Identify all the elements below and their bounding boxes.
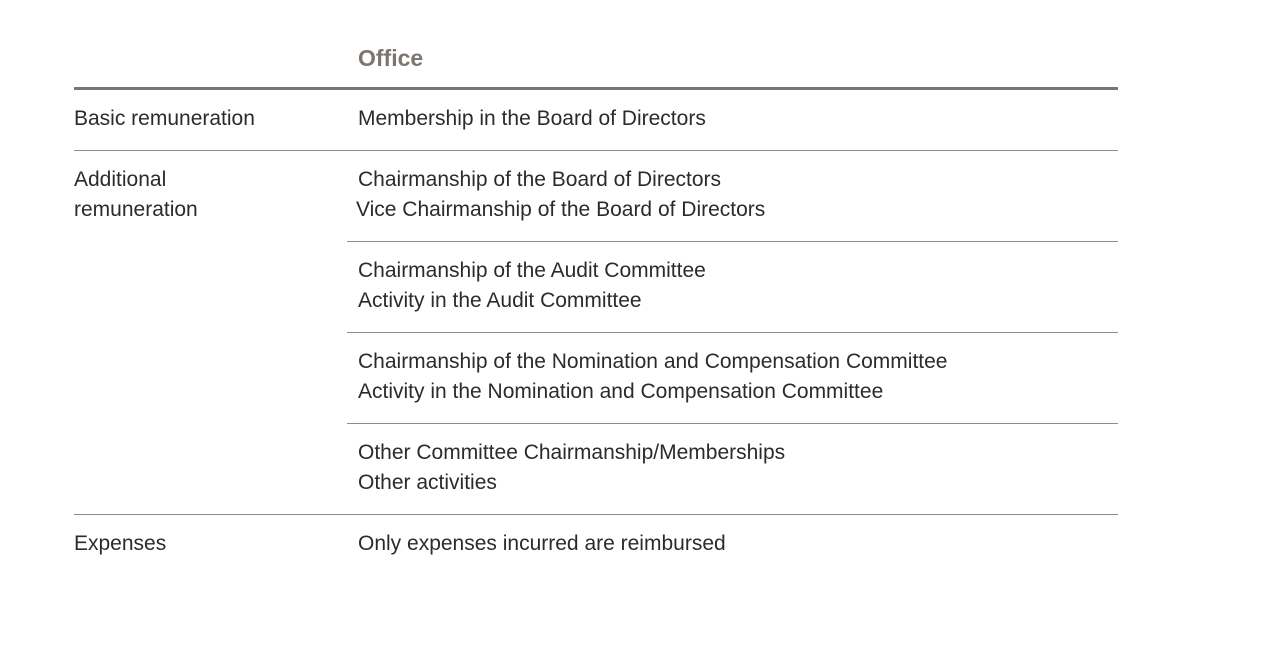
row-label-line: remuneration bbox=[74, 198, 198, 221]
office-line: Only expenses incurred are reimbursed bbox=[358, 532, 726, 555]
office-line: Membership in the Board of Directors bbox=[358, 107, 706, 130]
row-expenses bbox=[74, 515, 1118, 575]
office-line: Other Committee Chairmanship/Memberships bbox=[358, 441, 786, 464]
remuneration-table bbox=[74, 40, 1118, 575]
office-group bbox=[347, 90, 1118, 150]
row-additional-remuneration bbox=[74, 151, 1118, 514]
row-body bbox=[347, 151, 1118, 514]
office-group bbox=[347, 424, 1118, 514]
office-line: Other activities bbox=[358, 471, 497, 494]
row-basic-remuneration bbox=[74, 90, 1118, 150]
office-line: Chairmanship of the Nomination and Compensation Committee bbox=[358, 350, 948, 373]
office-line: Activity in the Nomination and Compensation Committee bbox=[358, 380, 884, 403]
row-label bbox=[74, 104, 334, 134]
office-group bbox=[347, 151, 1118, 241]
row-label-text: Basic remuneration bbox=[74, 107, 255, 130]
office-line: Vice Chairmanship of the Board of Directors bbox=[356, 198, 766, 221]
row-body bbox=[347, 90, 1118, 150]
row-body bbox=[347, 515, 1118, 575]
row-label bbox=[74, 529, 334, 559]
office-group bbox=[347, 333, 1118, 423]
office-line: Activity in the Audit Committee bbox=[358, 289, 642, 312]
office-line: Chairmanship of the Board of Directors bbox=[358, 168, 721, 191]
row-label-text: Expenses bbox=[74, 532, 167, 555]
office-column-header: Office bbox=[358, 45, 424, 71]
row-label-line: Additional bbox=[74, 168, 167, 191]
office-group bbox=[347, 515, 1118, 575]
office-line: Chairmanship of the Audit Committee bbox=[358, 259, 706, 282]
table-header bbox=[74, 40, 1118, 90]
row-label bbox=[74, 165, 334, 225]
office-group bbox=[347, 242, 1118, 332]
